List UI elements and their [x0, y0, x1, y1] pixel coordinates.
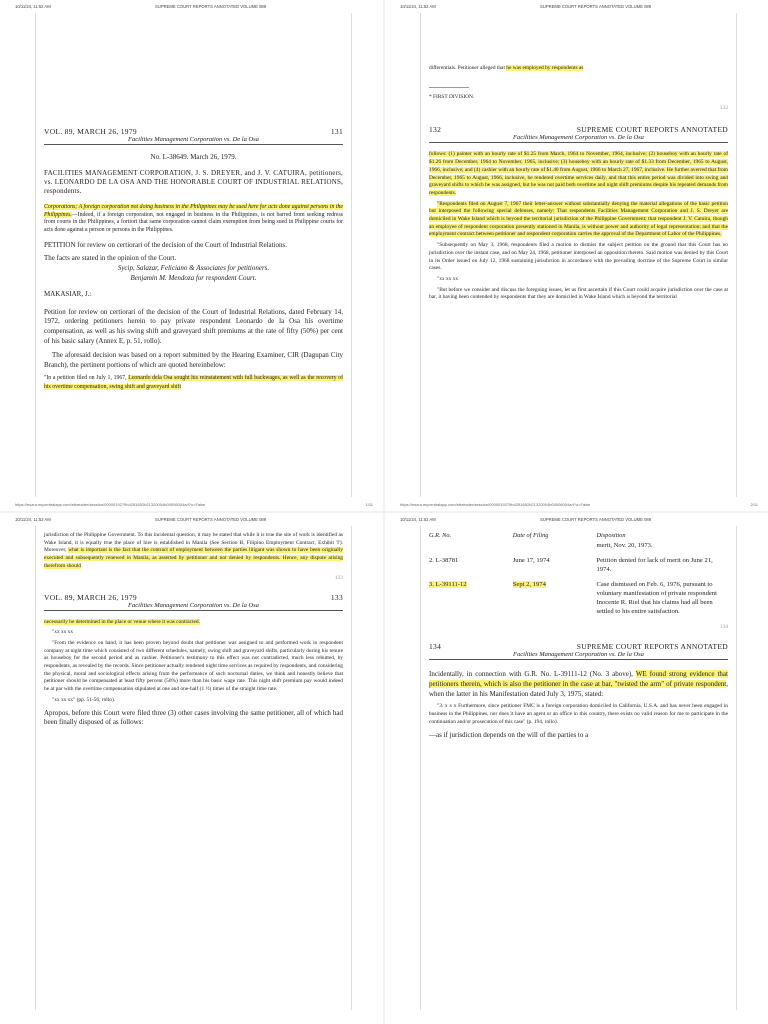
column-header: G.R. No.	[429, 532, 452, 539]
running-head	[44, 593, 343, 602]
counsel-respondent: Benjamin M. Mendoza for respondent Court.	[130, 274, 257, 282]
print-timestamp: 10/11/24, 11:52 AM	[400, 517, 436, 522]
page-marker: 133	[334, 574, 343, 581]
text-run: , when the latter in his Manifestation dated July 3, 1975, stated:	[429, 679, 728, 698]
table-cell	[429, 541, 513, 550]
syllabus-text: —Indeed, if a foreign corporation, not engaged in business in the Philippines, is not barred from seeking redress from courts in the Philippines, a fortiori that same corporation cannot claim exemption from being sued in Philippine courts for acts done against a person or persons in the Philippines.	[44, 211, 343, 233]
incidentally-paragraph	[429, 670, 728, 699]
page-number: 132	[429, 125, 442, 135]
text-run: Incidentally, in connection with G.R. No. L-39111-12 (No. 3 above),	[429, 670, 636, 678]
text-run: differentials. Petitioner alleged that	[429, 65, 507, 71]
jurisdiction-paragraph: "But before we consider and discuss the foregoing issues, let us first ascertain if this Court could acquire jurisdiction over the case at bar, it having been contended by respondents that they are domiciled in Wake Island which is beyond the territorial	[429, 286, 728, 301]
counsel-petitioners: Sycip, Salazar, Feliciano & Associates for petitioners.	[117, 264, 270, 273]
print-timestamp: 10/11/24, 11:52 AM	[15, 517, 51, 522]
page-sheet-3	[0, 513, 383, 1024]
paragraph: The aforesaid decision was based on a report submitted by the Hearing Examiner, CIR (Dagupan City Branch), the pertinent portions of which are quoted hereinbelow:	[44, 350, 343, 369]
text-highlight: necessarily be determined in the place or venue where it was contracted.	[44, 618, 200, 625]
case-parties: FACILITIES MANAGEMENT CORPORATION, J. S. DREYER, and J. V. CATUIRA, petitioners, vs. LEONARDO DE LA OSA AND THE HONORABLE COURT OF INDUSTRIAL RELATIONS, respondents.	[44, 168, 343, 195]
running-head-volume: VOL. 89, MARCH 26, 1979	[44, 592, 137, 602]
page-number: 134	[429, 642, 442, 651]
running-subtitle: Facilities Management Corporation vs. De la Osa	[44, 136, 343, 145]
document-page	[35, 526, 352, 1010]
respondents-answer	[429, 201, 728, 240]
text-run: jurisdiction of the Philippine Government. To this incidental question, it may be stated that while it is true the site of work is identified as Wake Island, it is equally true the place of hire is established in Manila (See Section B, Filipino Employment Contract, Exhibit 'I'). Moreover,	[44, 532, 343, 554]
table-cell: Petition denied for lack of merit on June 21, 1974.	[596, 557, 713, 573]
syllabus	[44, 204, 343, 235]
highlighted-cell-text: 3. L-39111-12	[429, 581, 467, 588]
dispositions-table	[429, 532, 728, 616]
text-highlight: WE found strong evidence that petitioners therein, which is also the petitioner in the case at bar, "twisted the arm" of private respondent	[429, 670, 728, 688]
motion-to-dismiss: "Subsequently on May 3, 1968, respondents filed a motion to dismiss the subject petition on the ground that this Court has no jurisdiction over the instant case, and on May 24, 1968, petitioner interposed an opposition thereto. Said motion was denied by this Court in its Order issued on July 12, 1968 sustaining jurisdiction in accordance with the prevailing doctrine of the Supreme Court in similar cases.	[429, 242, 728, 272]
print-title: SUPREME COURT REPORTS ANNOTATED VOLUME 089	[155, 4, 267, 9]
running-head-title: SUPREME COURT REPORTS ANNOTATED	[576, 125, 728, 135]
footnote-rule	[429, 87, 469, 88]
ellipsis: "xx xx xx	[52, 629, 74, 636]
case-number: No. L-38649. March 26, 1979.	[150, 153, 237, 161]
page-marker: 134	[719, 624, 728, 630]
page-marker: 132	[719, 105, 728, 112]
page-sheet-2	[385, 0, 768, 511]
document-page	[35, 13, 352, 497]
print-timestamp: 10/11/24, 11:52 AM	[400, 4, 436, 9]
table-row	[429, 550, 728, 574]
page-number: 133	[330, 592, 343, 602]
evidence-paragraph: "From the evidence on hand, it has been proven beyond doubt that petitioner was assigned to and performed work in respondent company at night time which consisted of two different schedules, namely, swing shift and graveyard shifts, particularly during his tenure as houseboy for the second period and as cashier. Petitioner's testimony to this effect was not contradicted, much less rebutted, by respondents, as revealed by the records. Since petitioner actually rendered night time services as required by respondents, and considering the physical, moral and sociological effects arising from the performance of such nocturnal duties, we think and honestly believe that petitioner should be compensated at least fifty percent (50%) more than his basic wage rate. This night shift premium pay would indeed be at par with the overtime compensation stipulated at one and one-half (1 ½) times of the straight time rate.	[44, 639, 343, 693]
ponente: MAKASIAR, J.:	[44, 289, 92, 298]
print-title: SUPREME COURT REPORTS ANNOTATED VOLUME 089	[540, 517, 652, 522]
running-subtitle: Facilities Management Corporation vs. De la Osa	[429, 134, 728, 143]
syllabus-highlight: Corporations; A foreign corporation not doing business in the Philippines may be sued here for acts done against persons in the Philippines.	[44, 203, 343, 218]
source-url[interactable]: https://eszra.mycentralapp.com/sfsreader/session/0000019279b4281652b21320004b04006004a/t?o=False	[15, 502, 206, 507]
facts-line: The facts are stated in the opinion of the Court.	[44, 254, 177, 263]
determination-text	[44, 619, 343, 627]
running-head	[429, 642, 728, 651]
running-subtitle: Facilities Management Corporation vs. De la Osa	[44, 602, 343, 611]
paragraph: Petition for review on certiorari of the decision of the Court of Industrial Relations, dated February 14, 1972, ordering petitioners herein to pay private respondent Leonardo de la Osa his overtime compensation, as well as his swing shift and graveyard shift premiums at the rate of fifty (50%) per cent of his basic salary (Annex E, p. 51, rollo).	[44, 307, 343, 345]
page-sheet-4	[385, 513, 768, 1024]
text-highlight: what is important is the fact that the contract of employment between the parties litigant was shown to have been originally executed and subsequently renewed in Manila, as asserted by petitioner and not denied by respondents. Hence, any dispute arising therefrom should	[44, 547, 343, 569]
quoted-report	[44, 374, 343, 391]
footnote: * FIRST DIVISION.	[429, 93, 475, 100]
citation: "xx xx xx" (pp. 51-56, rollo).	[52, 696, 116, 703]
document-page	[420, 526, 737, 1010]
table-cell: June 17, 1974	[512, 557, 550, 564]
print-footer	[400, 502, 758, 507]
continued-text	[44, 532, 343, 571]
running-head-title: SUPREME COURT REPORTS ANNOTATED	[576, 642, 728, 651]
column-header: Disposition	[596, 532, 626, 539]
text-highlight: he was employed by respondents as	[506, 65, 584, 71]
running-head	[44, 127, 343, 136]
table-row	[429, 574, 728, 616]
document-page	[420, 13, 737, 497]
table-cell: merit, Nov. 20, 1973.	[596, 542, 653, 549]
highlighted-cell-text: Sept 2, 1974	[512, 581, 546, 588]
running-head-volume: VOL. 89, MARCH 26, 1979	[44, 127, 137, 136]
page-count: 1/11	[365, 502, 373, 507]
print-title: SUPREME COURT REPORTS ANNOTATED VOLUME 089	[540, 4, 652, 9]
running-head	[429, 125, 728, 134]
table-cell	[429, 574, 513, 616]
quote-text: "In a petition filed on July 1, 1967,	[44, 375, 129, 382]
running-subtitle: Facilities Management Corporation vs. De la Osa	[429, 651, 728, 660]
table-cell	[513, 541, 597, 550]
print-title: SUPREME COURT REPORTS ANNOTATED VOLUME 089	[155, 517, 267, 522]
paragraph: —as if jurisdiction depends on the will of the parties to a	[429, 730, 589, 739]
apropos-paragraph: Apropos, before this Court were filed three (3) other cases involving the same petitioner, all of which had been finally disposed of as follows:	[44, 708, 343, 727]
ellipsis: "xx xx xx	[437, 275, 459, 282]
table-row	[429, 541, 728, 550]
manifestation-quote: "3. x x x Furthermore, since petitioner FMC is a foreign corporation domiciled in California, U.S.A. and has never been engaged in business in the Philippines, nor does it have an agent or an office in this country, there exists no valid reason for me to participate in the continuation and/or prosecution of this case" (p. 194, rollo).	[429, 703, 728, 725]
table-cell	[513, 574, 597, 616]
source-url[interactable]: https://eszra.mycentralapp.com/sfsreader/session/0000019279b4281652b21320004b04006004a/t?o=False	[400, 502, 591, 507]
continued-text	[429, 65, 728, 73]
print-timestamp: 10/11/24, 11:52 AM	[15, 4, 51, 9]
page-sheet-1	[0, 0, 383, 511]
table-header-row	[429, 532, 728, 541]
employment-history	[429, 151, 728, 197]
table-cell: Case dismissed on Feb. 6, 1976, pursuant to voluntary manifestation of private respondent Inocente R. Riel that his claims had all been settled to his entire satisfaction.	[596, 581, 717, 615]
page-number: 131	[330, 127, 343, 136]
quote-highlight: Leonardo dela Osa sought his reinstatement with full backwages, as well as the recovery of his overtime compensation, swing shift and graveyard shift	[44, 375, 343, 390]
table-cell: 2. L-38781	[429, 557, 459, 564]
text-highlight: "Respondents filed on August 7, 1967 their letter-answer without substantially denying the material allegations of the basic petition but interposed the following special defenses, namely: That respondents Facilities Management Corporation and J. S. Dreyer are domiciled in Wake Island which is beyond the territorial jurisdiction of the Philippine Government; that respondent J. V. Catuira, though an employee of respondent corporation presently stationed in Manila, is without power and authority of legal representation; and that the employment contract between petitioner and respondent corporation carries the approval of the Department of Labor of the Philippines.	[429, 200, 728, 238]
petition-line: PETITION for review on certiorari of the decision of the Court of Industrial Relations.	[44, 240, 287, 249]
column-header: Date of Filing	[512, 532, 549, 539]
text-highlight: follows: (1) painter with an hourly rate of $1.25 from March, 1964 to November, 1964, inclusive; (2) houseboy with an hourly rate of $1.26 from December, 1964 to November, 1965, inclusive; (3) houseboy with an hourly rate of $1.33 from December, 1965 to August, 1966, inclusive; and (4) cashier with an hourly rate of $1.40 from August, 1966 to March 27, 1967, inclusive. He further averred that from December, 1965 to August, 1966, inclusive, he rendered overtime services daily, and that this entire period was divided into swing and graveyard shifts to which he was assigned, but he was not paid both overtime and night shift premiums despite his repeated demands from respondents.	[429, 151, 728, 196]
print-footer	[15, 502, 373, 507]
page-count: 2/11	[750, 502, 758, 507]
